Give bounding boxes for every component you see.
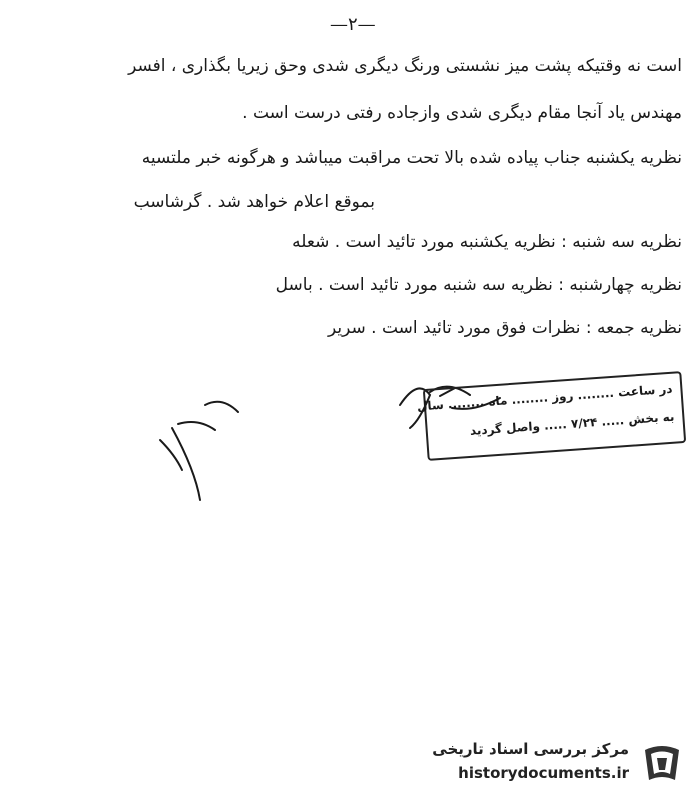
watermark — [415, 738, 693, 790]
text-line-5: نظریه سه شنبه : نظریه یکشنبه مورد تائید است . شعله — [292, 232, 682, 252]
text-line-3: نظریه یکشنبه جناب پیاده شده بالا تحت مراقبت میباشد و هرگونه خبر ملتسیه — [141, 148, 682, 168]
text-line-1: است نه وقتیکه پشت میز نشستی ورنگ دیگری شدی وحق زیریا بگذاری ، افسر — [128, 56, 682, 76]
text-line-4: بموقع اعلام خواهد شد . گرشاسب — [133, 192, 375, 212]
logo-icon — [637, 740, 687, 788]
watermark-title: مرکز بررسی اسناد تاریخی — [432, 740, 629, 758]
stamp-line-2: به بخش ..... ۷/۲۴ ..... واصل گردید — [469, 409, 675, 438]
watermark-url: historydocuments.ir — [458, 764, 629, 782]
stamp-line-1: در ساعت ........ روز ........ ماه ........ سال — [416, 381, 673, 414]
text-line-7: نظریه جمعه : نظرات فوق مورد تائید است . سریر — [328, 318, 682, 338]
page-number: —٢— — [330, 14, 376, 35]
text-line-6: نظریه چهارشنبه : نظریه سه شنبه مورد تائید است . باسل — [275, 275, 682, 295]
text-line-2: مهندس یاد آنجا مقام دیگری شدی وازجاده رفتی درست است . — [242, 103, 682, 123]
